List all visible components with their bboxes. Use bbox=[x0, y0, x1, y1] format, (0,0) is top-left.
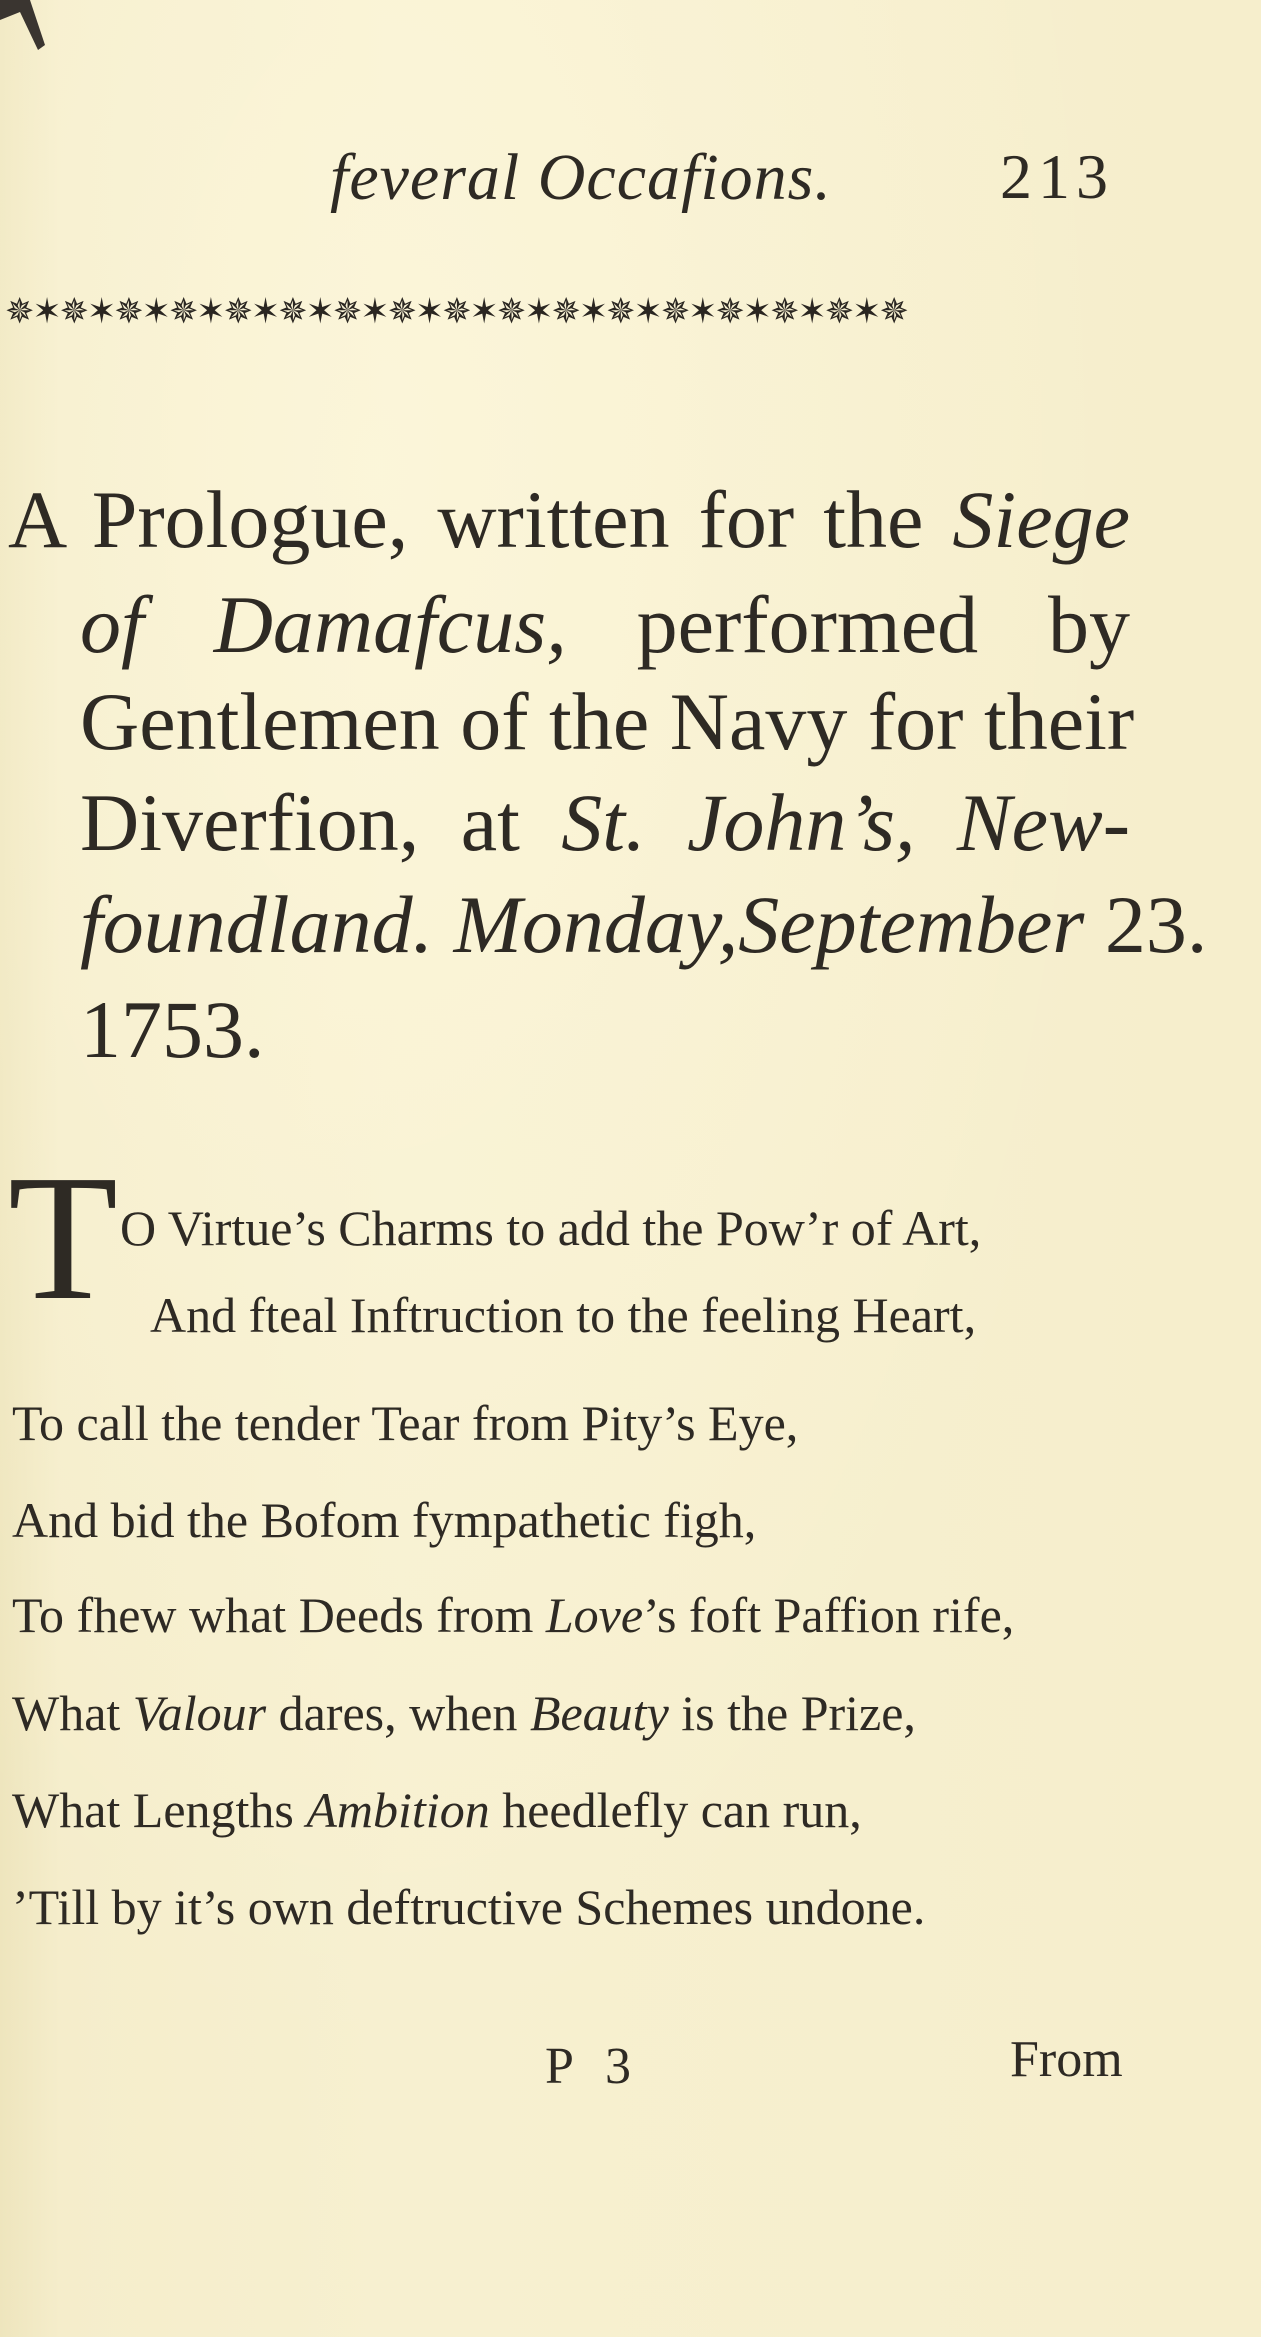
verse-text: ’s foft Paffion rife, bbox=[643, 1587, 1015, 1643]
title-line-5 bbox=[80, 875, 1208, 975]
verse-text: is the Prize, bbox=[681, 1685, 916, 1741]
title-line-2 bbox=[80, 575, 1130, 675]
drop-cap: T bbox=[8, 1138, 118, 1337]
ornament-rule: ✵✶✵✶✵✶✵✶✵✶✵✶✵✶✵✶✵✶✵✶✵✶✵✶✵✶✵✶✵✶✵✶✵ bbox=[5, 292, 907, 332]
verse-text: dares, when bbox=[278, 1685, 518, 1741]
verse-line-6 bbox=[12, 1683, 916, 1743]
running-head: feveral Occafions. bbox=[330, 141, 832, 214]
verse-text: What Lengths bbox=[12, 1782, 294, 1838]
verse-italic: Beauty bbox=[529, 1685, 669, 1741]
verse-line-4: And bid the Bofom fympathetic figh, bbox=[12, 1492, 757, 1548]
signature-mark: P 3 bbox=[545, 2038, 641, 2095]
title-text: A Prologue, written for the bbox=[8, 474, 924, 565]
title-text: Diverfion, at bbox=[80, 777, 520, 868]
title-italic: foundland. Monday,September bbox=[80, 879, 1085, 970]
verse-italic: Valour bbox=[132, 1685, 267, 1741]
verse-line-1: O Virtue’s Charms to add the Pow’r of Art, bbox=[120, 1200, 982, 1256]
verse-italic: Love bbox=[545, 1587, 644, 1643]
verse-line-8: ’Till by it’s own deftructive Schemes undone. bbox=[12, 1879, 926, 1935]
title-line-3: Gentlemen of the Navy for their bbox=[80, 676, 1135, 767]
page-corner-mark bbox=[0, 0, 60, 60]
title-text: 23. bbox=[1104, 879, 1208, 970]
title-italic: Siege bbox=[952, 474, 1130, 565]
catchword: From bbox=[1010, 2031, 1123, 2088]
verse-text: What bbox=[12, 1685, 121, 1741]
verse-line-2: And fteal Inftruction to the feeling Heart, bbox=[150, 1287, 977, 1343]
page-number: 213 bbox=[1000, 141, 1114, 212]
title-text: performed by bbox=[636, 579, 1130, 670]
verse-text: heedlefly can run, bbox=[502, 1782, 862, 1838]
verse-line-5 bbox=[12, 1585, 1014, 1645]
title-italic: St. John’s, New- bbox=[561, 777, 1130, 868]
title-line-1 bbox=[8, 470, 1130, 570]
title-line-4 bbox=[80, 773, 1130, 873]
verse-text: To fhew what Deeds from bbox=[12, 1587, 534, 1643]
title-line-6: 1753. bbox=[80, 984, 265, 1075]
verse-line-3: To call the tender Tear from Pity’s Eye, bbox=[12, 1395, 799, 1451]
title-italic: of bbox=[80, 579, 144, 670]
verse-italic: Ambition bbox=[306, 1782, 490, 1838]
verse-line-7 bbox=[12, 1780, 862, 1840]
title-italic: Damafcus, bbox=[213, 579, 567, 670]
